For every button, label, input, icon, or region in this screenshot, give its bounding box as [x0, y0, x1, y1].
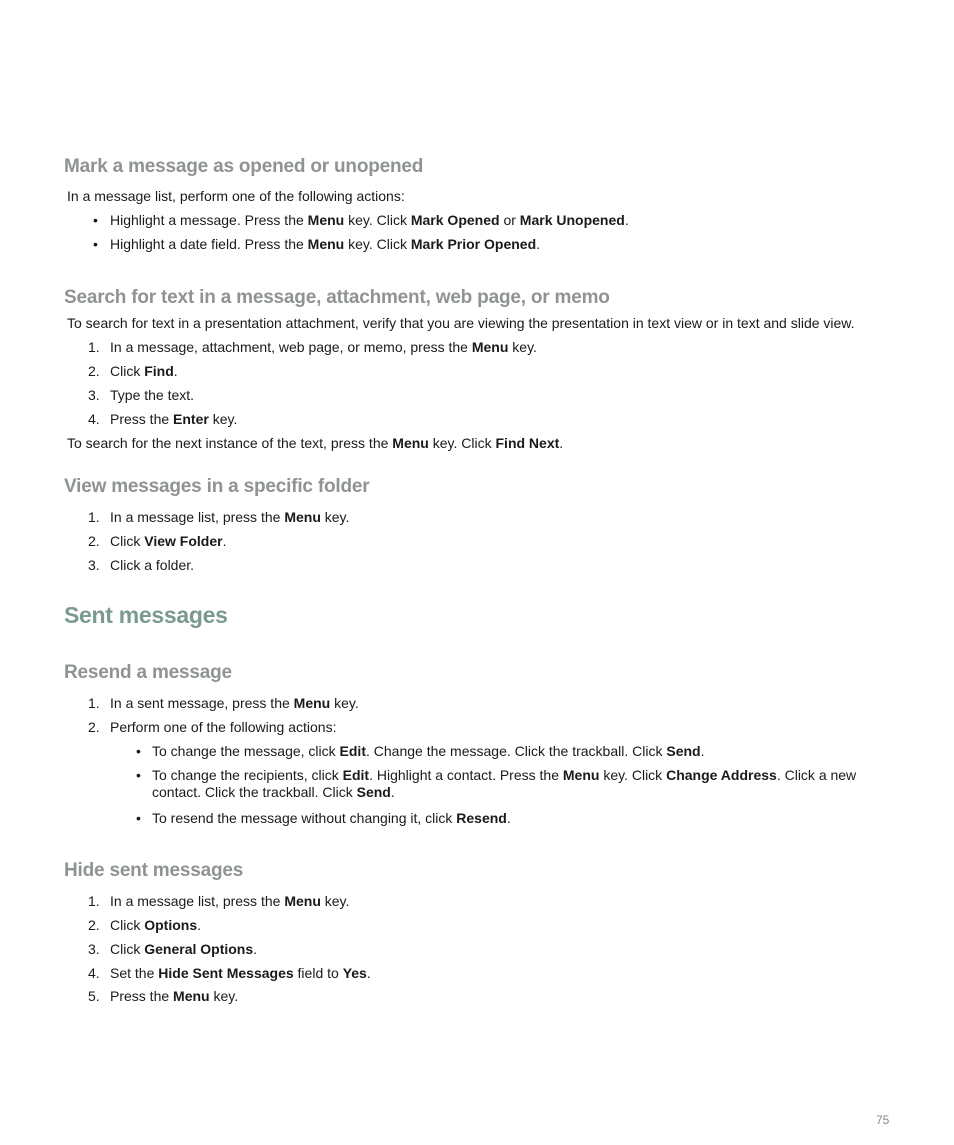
hide-step-5: 5. Press the Menu key. [88, 988, 239, 1004]
view-step-3: 3. Click a folder. [88, 557, 195, 573]
step-number: 2. [88, 363, 100, 379]
bullet-icon: • [136, 767, 141, 783]
resend-step-1: 1. In a sent message, press the Menu key. [88, 695, 359, 711]
mark-intro: In a message list, perform one of the following actions: [67, 188, 405, 204]
step-number: 4. [88, 965, 100, 981]
search-outro: To search for the next instance of the text, press the Menu key. Click Find Next. [67, 435, 564, 451]
step-number: 2. [88, 719, 100, 735]
heading-sent-messages: Sent messages [64, 602, 228, 628]
step-number: 2. [88, 917, 100, 933]
resend-bullet-3: • To resend the message without changing it, click Resend. [136, 810, 511, 826]
resend-bullet-1: • To change the message, click Edit. Change the message. Click the trackball. Click Send. [136, 743, 705, 759]
bullet-icon: • [93, 212, 98, 228]
step-number: 1. [88, 339, 100, 355]
step-number: 3. [88, 941, 100, 957]
search-step-3: 3. Type the text. [88, 387, 195, 403]
heading-mark-message: Mark a message as opened or unopened [64, 156, 424, 177]
step-number: 1. [88, 509, 100, 525]
bullet-icon: • [136, 743, 141, 759]
bullet-icon: • [136, 810, 141, 826]
heading-search-text: Search for text in a message, attachment, web page, or memo [64, 287, 610, 308]
step-number: 4. [88, 411, 100, 427]
search-step-1: 1. In a message, attachment, web page, or memo, press the Menu key. [88, 339, 537, 355]
resend-step-2: 2. Perform one of the following actions: [88, 719, 337, 735]
resend-bullet-2: • To change the recipients, click Edit. Highlight a contact. Press the Menu key. Click Change Address. Click a new contact. Click the trackball. Click Send. [136, 767, 857, 801]
heading-resend-message: Resend a message [64, 662, 232, 683]
heading-view-folder: View messages in a specific folder [64, 476, 370, 497]
step-number: 3. [88, 387, 100, 403]
view-step-2: 2. Click View Folder. [88, 533, 227, 549]
mark-bullet-1: • Highlight a message. Press the Menu key. Click Mark Opened or Mark Unopened. [93, 212, 629, 228]
bullet-icon: • [93, 236, 98, 252]
step-number: 3. [88, 557, 100, 573]
step-number: 1. [88, 893, 100, 909]
search-intro: To search for text in a presentation attachment, verify that you are viewing the presentation in text view or in text and slide view. [67, 315, 855, 331]
search-step-2: 2. Click Find. [88, 363, 178, 379]
hide-step-2: 2. Click Options. [88, 917, 202, 933]
view-step-1: 1. In a message list, press the Menu key. [88, 509, 350, 525]
step-number: 2. [88, 533, 100, 549]
hide-step-4: 4. Set the Hide Sent Messages field to Yes. [88, 965, 371, 981]
mark-bullet-2: • Highlight a date field. Press the Menu key. Click Mark Prior Opened. [93, 236, 541, 252]
heading-hide-sent: Hide sent messages [64, 860, 244, 881]
hide-step-3: 3. Click General Options. [88, 941, 258, 957]
step-number: 1. [88, 695, 100, 711]
search-step-4: 4. Press the Enter key. [88, 411, 238, 427]
hide-step-1: 1. In a message list, press the Menu key. [88, 893, 350, 909]
page-number: 75 [876, 1113, 890, 1127]
step-number: 5. [88, 988, 100, 1004]
